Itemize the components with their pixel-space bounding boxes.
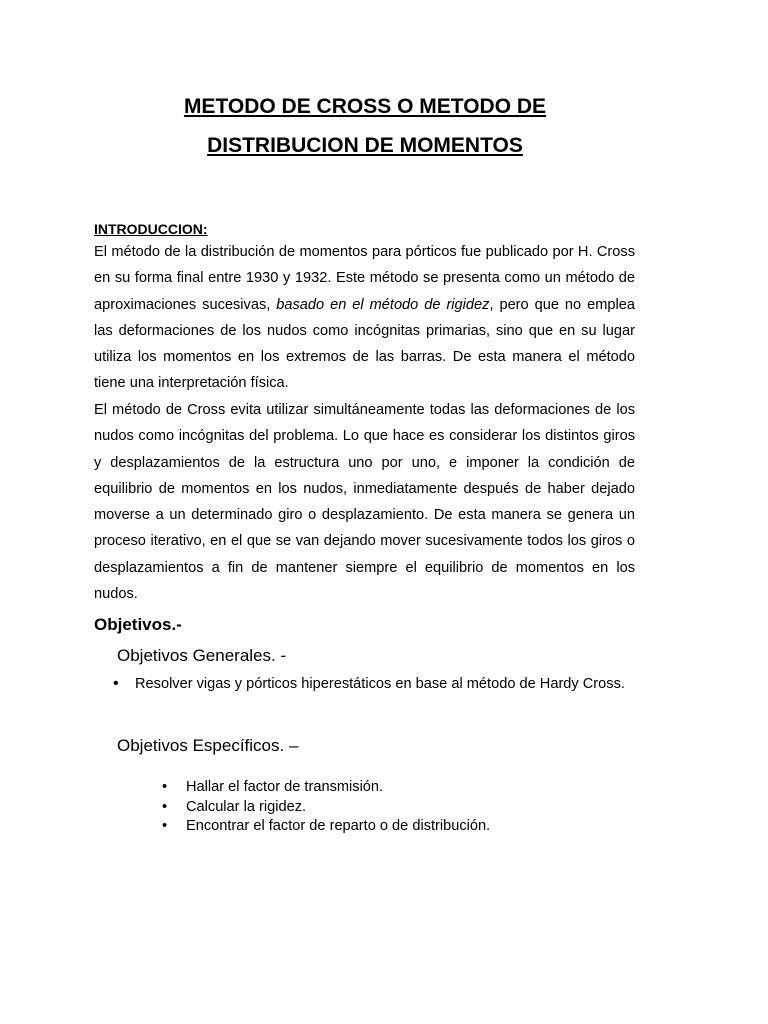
objetivos-heading: Objetivos.-: [94, 615, 182, 634]
objetivos-especificos-list: [162, 778, 490, 837]
list-item-text: Hallar el factor de transmisión.: [186, 779, 384, 795]
bullet-icon: •: [113, 675, 119, 692]
introduction-paragraph-2: El método de Cross evita utilizar simultáneamente todas las deformaciones de los nudos como incógnitas del problema. Lo que hace es considerar los distintos giros y desplazamientos de la estructura uno por uno, e imponer la condición de equilibrio de momentos en los nudos, inmediatamente después de haber dejado moverse a un determinado giro o desplazamiento. De esta manera se genera un proceso iterativo, en el que se van dejando mover sucesivamente todos los giros o desplazamientos a fin de mantener siempre el equilibrio de momentos en los nudos.: [94, 402, 635, 603]
list-item: [162, 778, 490, 798]
list-item: Resolver vigas y pórticos hiperestáticos en base al método de Hardy Cross.: [135, 676, 625, 692]
list-item-text: Encontrar el factor de reparto o de distribución.: [186, 818, 491, 834]
document-title-line-1: METODO DE CROSS O METODO DE: [183, 95, 547, 118]
introduction-paragraph-1: [94, 239, 635, 397]
list-item: [162, 798, 490, 818]
objetivos-especificos-heading: Objetivos Específicos. –: [117, 736, 299, 755]
paragraph-1-text-a: El método de la distribución de momentos para pórticos fue publicado por H. Cross en su forma final entre 1930 y 1932. Este método se presenta como un método de aproximaciones sucesivas,: [94, 244, 635, 313]
bullet-icon: •: [162, 779, 168, 795]
paragraph-1-text-b: , pero que no emplea las deformaciones de los nudos como incógnitas primarias, sino que en su lugar utiliza los momentos en los extremos de las barras. De esta manera el método tiene una interpretación física.: [94, 296, 635, 392]
introduction-heading: INTRODUCCION:: [94, 221, 208, 237]
list-item-text: Calcular la rigidez.: [186, 798, 307, 815]
bullet-icon: •: [162, 818, 168, 834]
document-title-line-2: DISTRIBUCION DE MOMENTOS: [207, 134, 523, 157]
objetivos-generales-heading: Objetivos Generales. -: [117, 646, 287, 665]
bullet-icon: •: [162, 798, 168, 815]
list-item: [162, 817, 490, 837]
paragraph-1-italic-text: basado en el método de rigidez: [276, 296, 490, 313]
